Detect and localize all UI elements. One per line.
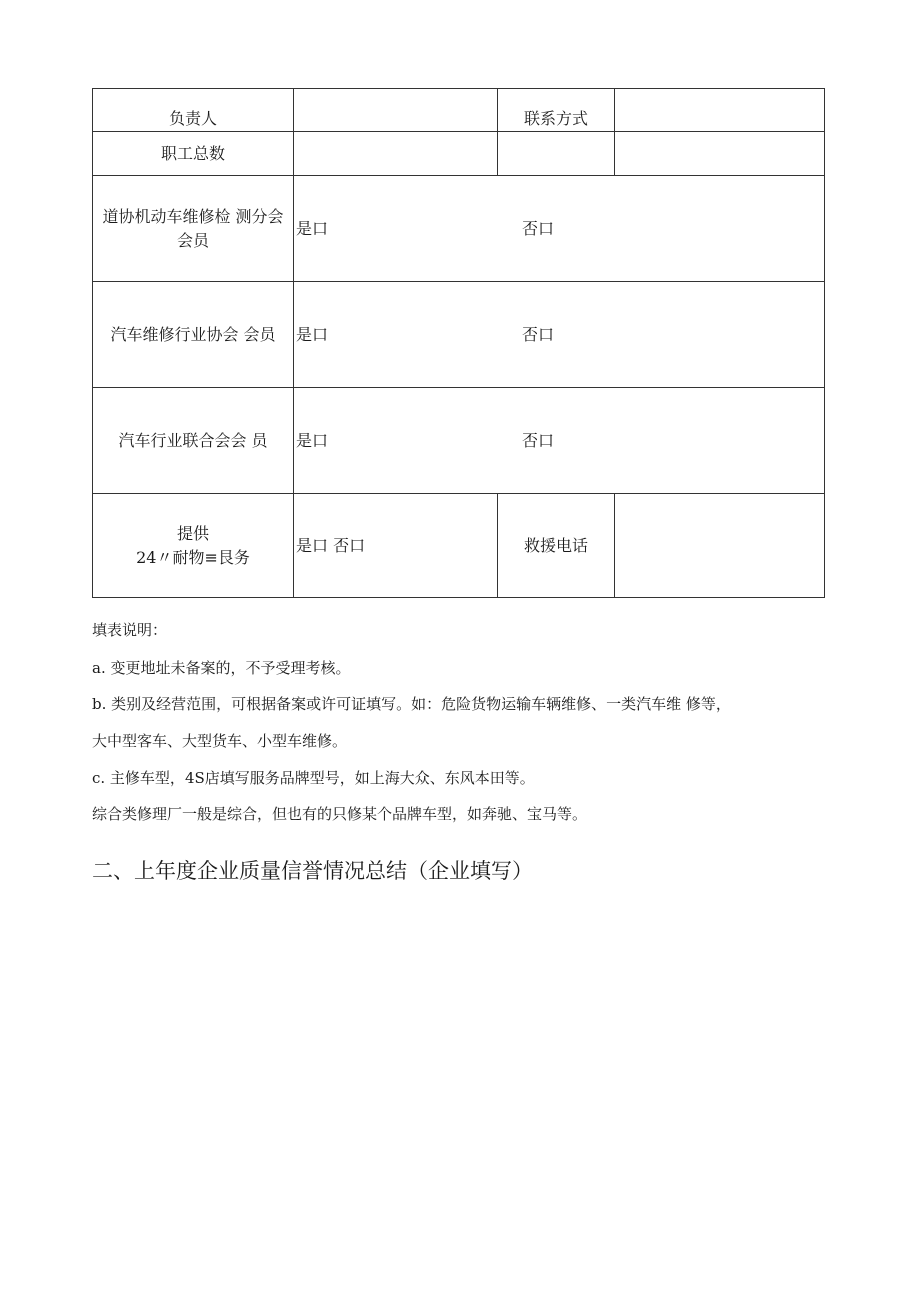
contact-label: 联系方式 — [523, 109, 588, 128]
table-row-person-in-charge — [93, 89, 825, 132]
instruction-b-continued: 大中型客车、大型货车、小型车维修。 — [92, 732, 348, 750]
instruction-c: c. 主修车型，4S店填写服务品牌型号，如上海大众、东风本田等。 — [92, 769, 535, 787]
contact-label-cell — [498, 89, 615, 132]
contact-value-cell[interactable] — [615, 89, 825, 132]
industry-federation-yes-checkbox[interactable]: 是口 — [296, 430, 329, 450]
instructions-title: 填表说明： — [92, 621, 168, 639]
staff-count-empty-cell-2[interactable] — [615, 132, 825, 176]
industry-federation-label-cell — [93, 388, 294, 494]
instruction-d: 综合类修理厂一般是综合，但也有的只修某个品牌车型，如奔驰、宝马等。 — [92, 805, 588, 823]
repair-association-no-checkbox[interactable]: 否口 — [522, 324, 555, 344]
industry-federation-no-checkbox[interactable]: 否口 — [522, 430, 555, 450]
industry-federation-label: 汽车行业联合会会 员 — [118, 430, 268, 450]
rescue-phone-label: 救援电话 — [523, 535, 588, 555]
industry-federation-choice-cell — [294, 388, 825, 494]
inspection-branch-label-cell — [93, 176, 294, 282]
service-24h-yes-no-checkboxes[interactable]: 是口 否口 — [296, 535, 366, 555]
industry-federation-choices — [294, 429, 824, 453]
table-row-industry-federation-member — [93, 388, 825, 494]
table-row-staff-count — [93, 132, 825, 176]
inspection-branch-choice-cell — [294, 176, 825, 282]
repair-association-yes-checkbox[interactable]: 是口 — [296, 324, 329, 344]
table-row-repair-association-member — [93, 282, 825, 388]
instruction-b: b. 类别及经营范围，可根据备案或许可证填写。如：危险货物运输车辆维修、一类汽车维 修等， — [92, 695, 731, 713]
service-24h-label-line2: 24〃耐物≡艮务 — [136, 547, 250, 567]
enterprise-info-table — [92, 88, 825, 598]
rescue-phone-value-cell[interactable] — [615, 494, 825, 598]
inspection-branch-yes-checkbox[interactable]: 是口 — [296, 218, 329, 238]
person-in-charge-label-cell — [93, 89, 294, 132]
repair-association-choices — [294, 323, 824, 347]
inspection-branch-label-line2: 会员 — [176, 230, 209, 250]
service-24h-label-cell — [93, 494, 294, 598]
section-heading-quality-summary: 二、上年度企业质量信誉情况总结（企业填写） — [92, 859, 533, 883]
table-row-inspection-branch-member — [93, 176, 825, 282]
staff-count-label-cell — [93, 132, 294, 176]
person-in-charge-value-cell[interactable] — [294, 89, 498, 132]
repair-association-label-cell — [93, 282, 294, 388]
person-in-charge-label: 负责人 — [168, 109, 217, 128]
repair-association-choice-cell — [294, 282, 825, 388]
inspection-branch-label-line1: 道协机动车维修检 测分会 — [102, 206, 284, 226]
service-24h-label-line1: 提供 — [176, 523, 209, 543]
rescue-phone-label-cell — [498, 494, 615, 598]
staff-count-label: 职工总数 — [160, 143, 225, 163]
table-row-24h-service — [93, 494, 825, 598]
staff-count-empty-cell-1[interactable] — [498, 132, 615, 176]
service-24h-choice-cell — [294, 494, 498, 598]
staff-count-value-cell[interactable] — [294, 132, 498, 176]
inspection-branch-choices — [294, 217, 824, 241]
inspection-branch-no-checkbox[interactable]: 否口 — [522, 218, 555, 238]
repair-association-label: 汽车维修行业协会 会员 — [110, 324, 276, 344]
instruction-a: a. 变更地址未备案的，不予受理考核。 — [92, 659, 351, 677]
